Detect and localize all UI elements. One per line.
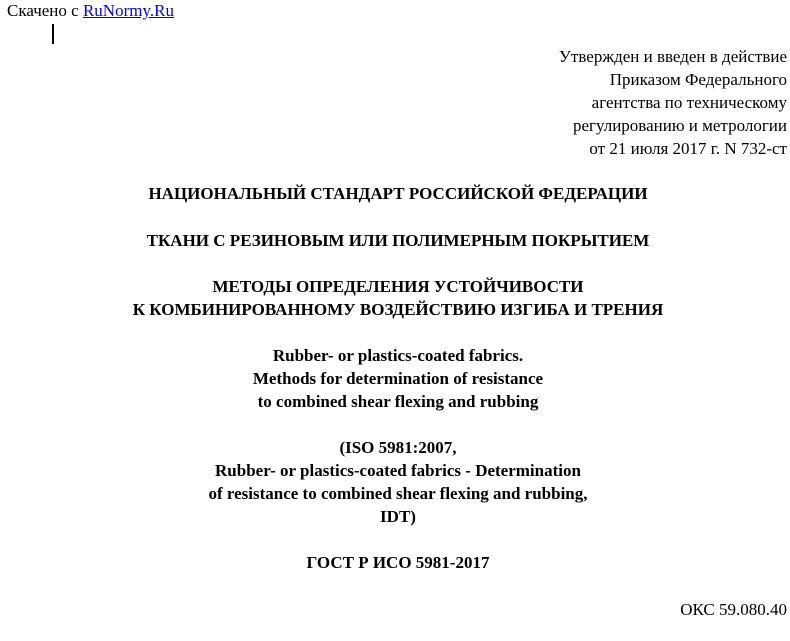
source-line <box>7 1 174 21</box>
iso-reference-line: IDT) <box>380 507 416 526</box>
iso-reference-line: Rubber- or plastics-coated fabrics - Determination <box>215 461 581 480</box>
english-title <box>0 344 790 413</box>
gost-designation-text: ГОСТ Р ИСО 5981-2017 <box>306 553 490 572</box>
approval-line: агентства по техническому <box>591 93 787 112</box>
approval-line: Приказом Федерального <box>609 70 787 89</box>
fabrics-title-text: ТКАНИ С РЕЗИНОВЫМ ИЛИ ПОЛИМЕРНЫМ ПОКРЫТИЕМ <box>146 231 650 250</box>
approval-line: регулированию и метрологии <box>572 116 787 135</box>
source-link[interactable]: RuNormy.Ru <box>82 1 174 20</box>
english-title-line: Rubber- or plastics-coated fabrics. <box>272 346 524 365</box>
methods-title-line: К КОМБИНИРОВАННОМУ ВОЗДЕЙСТВИЮ ИЗГИБА И ТРЕНИЯ <box>132 300 664 319</box>
text-cursor <box>52 24 54 44</box>
methods-title-line: МЕТОДЫ ОПРЕДЕЛЕНИЯ УСТОЙЧИВОСТИ <box>212 277 584 296</box>
oks-code: ОКС 59.080.40 <box>680 600 787 619</box>
iso-reference <box>0 436 790 528</box>
approval-block <box>559 45 787 160</box>
approval-line: Утвержден и введен в действие <box>558 47 787 66</box>
fabrics-title <box>0 229 790 252</box>
methods-title <box>0 275 790 321</box>
iso-reference-line: of resistance to combined shear flexing and rubbing, <box>208 484 588 503</box>
english-title-line: Methods for determination of resistance <box>252 369 544 388</box>
national-standard-title-text: НАЦИОНАЛЬНЫЙ СТАНДАРТ РОССИЙСКОЙ ФЕДЕРАЦИИ <box>148 184 648 203</box>
approval-line: от 21 июля 2017 г. N 732-ст <box>589 139 787 158</box>
source-prefix: Скачено с <box>7 1 83 20</box>
gost-designation <box>0 551 790 574</box>
national-standard-title <box>0 182 790 205</box>
iso-reference-line: (ISO 5981:2007, <box>339 438 457 457</box>
english-title-line: to combined shear flexing and rubbing <box>257 392 539 411</box>
